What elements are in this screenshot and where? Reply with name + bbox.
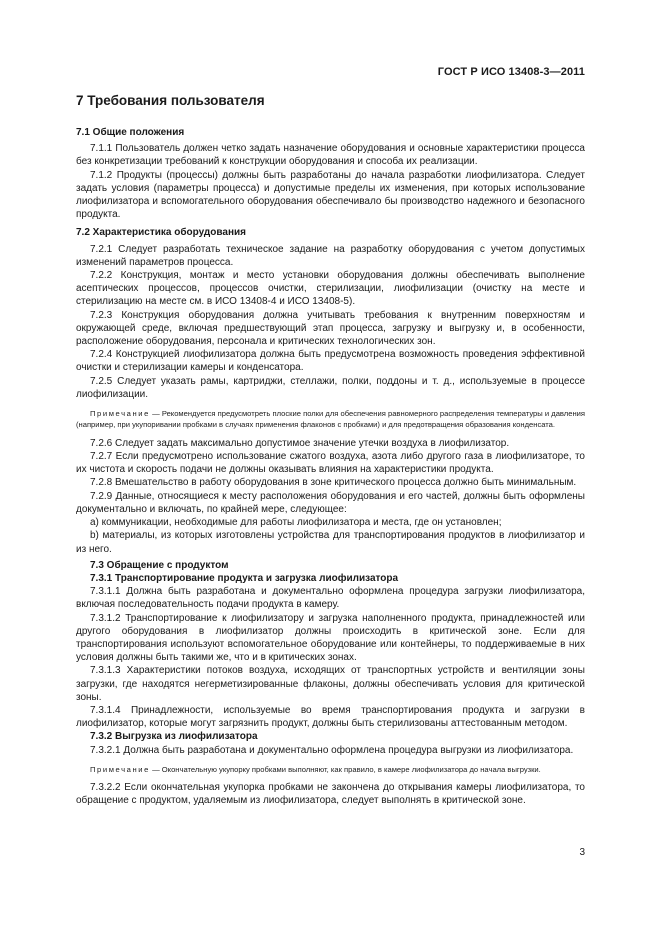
document-code: ГОСТ Р ИСО 13408-3—2011 xyxy=(437,66,585,78)
note-label: Примечание xyxy=(90,764,150,774)
paragraph-7-1-2: 7.1.2 Продукты (процессы) должны быть разработаны до начала разработки лиофилизатора. Следует задать условия (параметры процесса) и допустимые пределы их изменения, при которых использование лиофилизатора и вспомогательного оборудования обеспечивало бы производство надежного и безопасного продукта. xyxy=(76,169,585,221)
paragraph-7-2-1: 7.2.1 Следует разработать техническое задание на разработку оборудования с учетом допустимых изменений параметров процесса. xyxy=(76,243,585,268)
note-7-2-5 xyxy=(76,408,585,431)
paragraph-7-3-2-1: 7.3.2.1 Должна быть разработана и документально оформлена процедура выгрузки из лиофилизатора. xyxy=(90,744,574,756)
paragraph-7-3-1-2: 7.3.1.2 Транспортирование к лиофилизатору и загрузка наполненного продукта, принадлежностей или другого оборудования в лиофилизатор должны происходить в критической зоне. Если для транспортирования используют вспомогательное оборудование или контейнеры, то поддерживаемые в них условия должны быть такими же, что и в критических зонах. xyxy=(76,612,585,664)
paragraph-7-2-9: 7.2.9 Данные, относящиеся к месту расположения оборудования и его частей, должны быть оформлены документально и включать, по крайней мере, следующее: xyxy=(76,490,585,515)
paragraph-7-2-4: 7.2.4 Конструкцией лиофилизатора должна быть предусмотрена возможность проведения эффективной очистки и стерилизации камеры и конденсатора. xyxy=(76,349,585,374)
subsection-7-3-2-title: 7.3.2 Выгрузка из лиофилизатора xyxy=(90,731,258,743)
page-content xyxy=(76,92,585,808)
paragraph-7-2-7: 7.2.7 Если предусмотрено использование сжатого воздуха, азота либо другого газа в лиофилизаторе, то их чистота и скорость подачи не должны оказывать влияния на характеристики продукта. xyxy=(76,451,585,476)
note-7-3-2-1 xyxy=(76,764,585,775)
section-title: 7 Требования пользователя xyxy=(76,93,265,108)
paragraph-7-2-6: 7.2.6 Следует задать максимально допустимое значение утечки воздуха в лиофилизатор. xyxy=(90,437,510,449)
paragraph-7-2-5: 7.2.5 Следует указать рамы, картриджи, стеллажи, полки, поддоны и т. д., используемые в процессе лиофилизации. xyxy=(76,375,585,400)
subsection-7-3-title: 7.3 Обращение с продуктом xyxy=(90,559,229,571)
paragraph-7-3-1-3: 7.3.1.3 Характеристики потоков воздуха, исходящих от транспортных устройств и вентиляции зоны загрузки, где находятся негерметизированные флаконы, должны обеспечивать условия для критической зоны. xyxy=(76,665,585,703)
paragraph-7-2-8: 7.2.8 Вмешательство в работу оборудования в зоне критического процесса должно быть минимальным. xyxy=(90,477,577,489)
note-text: — Рекомендуется предусмотреть плоские полки для обеспечения равномерного распределения температуры и давления (например, при укупоривании пробками в случаях применения флаконов с пробками) и для предотвращения образования конденсата. xyxy=(76,409,585,430)
subsection-7-1-title: 7.1 Общие положения xyxy=(76,127,185,138)
paragraph-7-3-1-1: 7.3.1.1 Должна быть разработана и документально оформлена процедура загрузки лиофилизатора, включая последовательность подачи продукта в камеру. xyxy=(76,586,585,611)
note-label: Примечание xyxy=(90,409,150,419)
paragraph-7-3-1-4: 7.3.1.4 Принадлежности, используемые во время транспортирования продукта и загрузки в лиофилизатор, которые могут загрязнить продукт, должны быть стерилизованы аттестованным методом. xyxy=(76,704,585,730)
paragraph-7-2-2: 7.2.2 Конструкция, монтаж и место установки оборудования должны обеспечивать выполнение асептических процессов, процессов очистки, стерилизации, лиофилизации (очистку на месте и стерилизацию на месте см. в ИСО 13408-4 и ИСО 13408-5). xyxy=(76,270,585,308)
paragraph-7-3-2-2: 7.3.2.2 Если окончательная укупорка пробками не закончена до открывания камеры лиофилизатора, то обращение с продуктом, удаляемым из лиофилизатора, следует выполнять в критической зоне. xyxy=(76,782,585,807)
paragraph-7-1-1: 7.1.1 Пользователь должен четко задать назначение оборудования и основные характеристики процесса без конкретизации требований к конструкции оборудования и способа их реализации. xyxy=(76,143,585,168)
note-text: — Окончательную укупорку пробками выполняют, как правило, в камере лиофилизатора до начала выгрузки. xyxy=(149,764,541,774)
subsection-7-2-title: 7.2 Характеристика оборудования xyxy=(76,227,246,239)
subsection-7-3-1-title: 7.3.1 Транспортирование продукта и загрузка лиофилизатора xyxy=(90,572,399,584)
page-number: 3 xyxy=(579,847,585,858)
list-item-b: b) материалы, из которых изготовлены устройства для транспортирования продуктов в лиофилизатор и из него. xyxy=(76,530,585,555)
paragraph-7-2-3: 7.2.3 Конструкция оборудования должна учитывать требования к внутренним поверхностям и окружающей среде, включая предшествующий этап процесса, загрузку и выгрузку и, в особенности, расположение оборудования, персонала и критических технологических зон. xyxy=(76,309,585,348)
list-item-a: а) коммуникации, необходимые для работы лиофилизатора и места, где он установлен; xyxy=(90,517,502,529)
